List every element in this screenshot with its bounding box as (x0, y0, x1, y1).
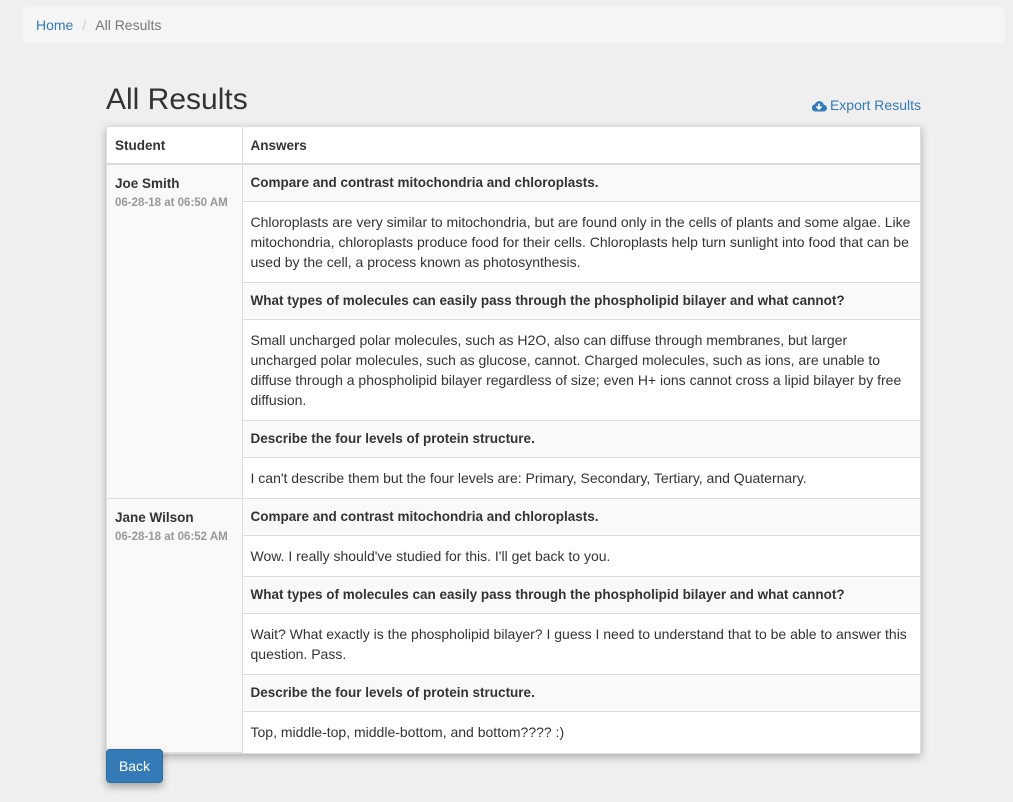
breadcrumb-current: All Results (95, 17, 162, 33)
page-title: All Results (106, 83, 248, 116)
answer-cell: I can't describe them but the four levels are: Primary, Secondary, Tertiary, and Quaternary. (242, 458, 920, 499)
submission-date: 06-28-18 at 06:50 AM (115, 197, 228, 209)
results-table (107, 127, 920, 753)
answer-cell: Wow. I really should've studied for this. I'll get back to you. (242, 536, 920, 577)
breadcrumb-home-link[interactable]: Home (36, 17, 74, 33)
answers-column-header: Answers (242, 127, 920, 164)
question-cell: Compare and contrast mitochondria and chloroplasts. (242, 164, 920, 202)
question-cell: Describe the four levels of protein structure. (242, 421, 920, 458)
submission-date: 06-28-18 at 06:52 AM (115, 531, 228, 543)
export-results-label: Export Results (829, 97, 921, 113)
breadcrumb (22, 7, 1005, 43)
student-name: Joe Smith (115, 176, 180, 191)
answer-cell: Top, middle-top, middle-bottom, and bottom???? :) (242, 712, 920, 753)
cloud-download-icon (811, 99, 827, 112)
student-name: Jane Wilson (115, 510, 194, 525)
question-cell: What types of molecules can easily pass through the phospholipid bilayer and what cannot? (242, 283, 920, 320)
question-cell: Describe the four levels of protein structure. (242, 675, 920, 712)
table-row (107, 164, 920, 202)
answer-cell: Chloroplasts are very similar to mitochondria, but are found only in the cells of plants and some algae. Like mitochondria, chloroplasts produce food for their cells. Chloroplasts help turn sunlight into food that can be used by the cell, a process known as photosynthesis. (242, 202, 920, 283)
question-cell: What types of molecules can easily pass through the phospholipid bilayer and what cannot? (242, 577, 920, 614)
breadcrumb-separator: / (82, 17, 87, 33)
table-header-row (107, 127, 920, 164)
student-column-header: Student (107, 127, 242, 164)
back-button[interactable]: Back (106, 749, 163, 783)
export-results-link[interactable] (811, 97, 921, 113)
student-cell (107, 499, 242, 753)
question-cell: Compare and contrast mitochondria and chloroplasts. (242, 499, 920, 536)
answer-cell: Small uncharged polar molecules, such as H2O, also can diffuse through membranes, but larger uncharged polar molecules, such as glucose, cannot. Charged molecules, such as ions, are unable to diffuse through a phospholipid bilayer regardless of size; even H+ ions cannot cross a lipid bilayer by free diffusion. (242, 320, 920, 421)
answer-cell: Wait? What exactly is the phospholipid bilayer? I guess I need to understand that to be able to answer this question. Pass. (242, 614, 920, 675)
table-row (107, 499, 920, 536)
results-panel (106, 126, 921, 754)
student-cell (107, 164, 242, 499)
